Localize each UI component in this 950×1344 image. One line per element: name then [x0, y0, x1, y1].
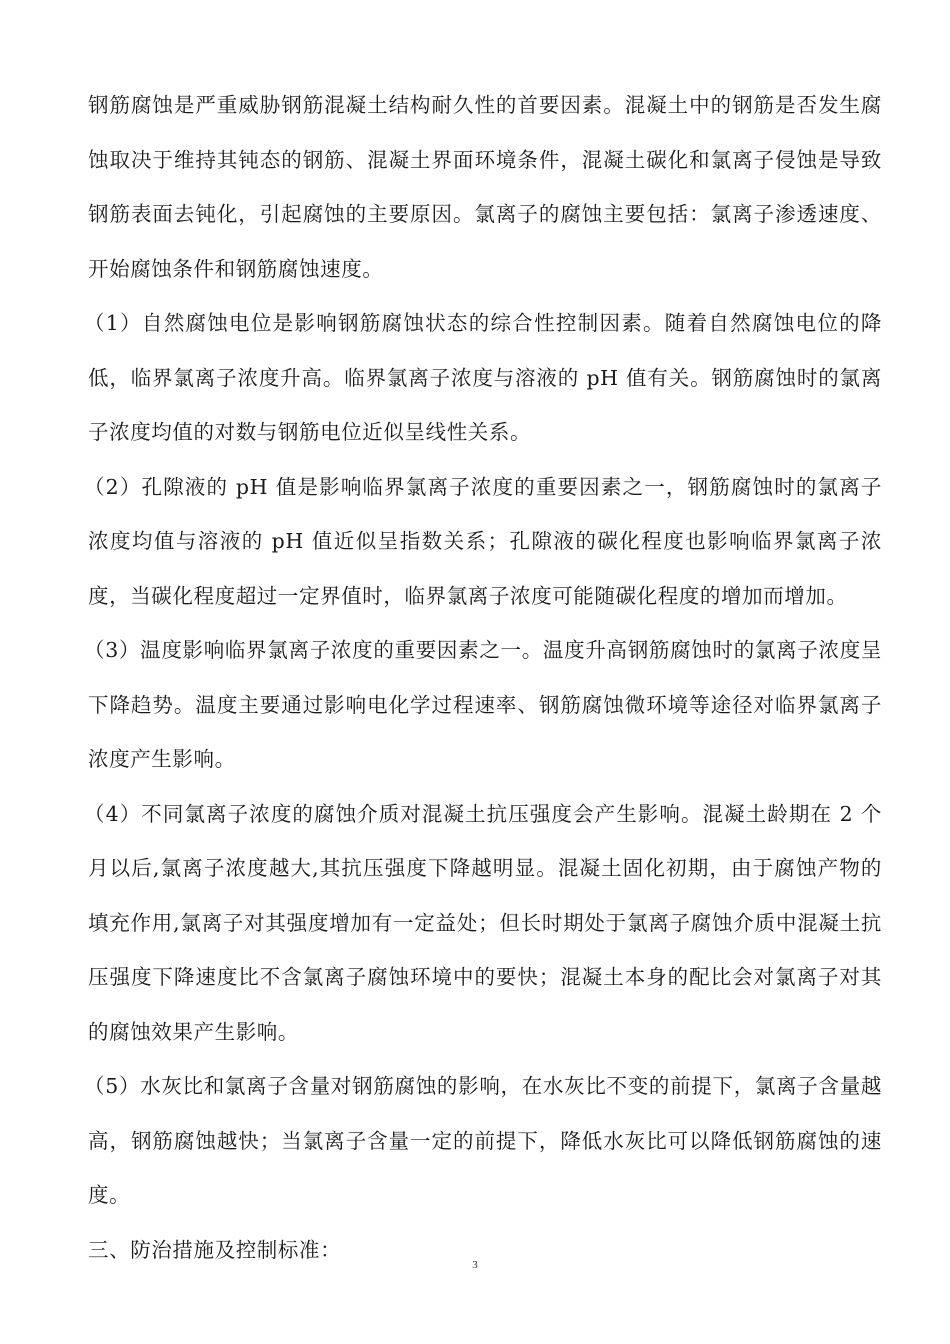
list-item-4: （4）不同氯离子浓度的腐蚀介质对混凝土抗压强度会产生影响。混凝土龄期在 2 个月以后,氯离子浓度越大,其抗压强度下降越明显。混凝土固化初期，由于腐蚀产物的填充作用,氯离子对其强度增加有一定益处；但长时期处于氯离子腐蚀介质中混凝土抗压强度下降速度比不含氯离子腐蚀环境中的要快；混凝土本身的配比会对氯离子对其的腐蚀效果产生影响。: [84, 801, 882, 1044]
page-number: 3: [472, 1259, 478, 1271]
section-heading: 三、防治措施及控制标准：: [88, 1237, 342, 1262]
list-item-2: （2）孔隙液的 pH 值是影响临界氯离子浓度的重要因素之一，钢筋腐蚀时的氯离子浓度均值与溶液的 pH 值近似呈指数关系；孔隙液的碳化程度也影响临界氯离子浓度，当碳化程度超过一定界值时，临界氯离子浓度可能随碳化程度的增加而增加。: [84, 474, 882, 608]
list-item-3: （3）温度影响临界氯离子浓度的重要因素之一。温度升高钢筋腐蚀时的氯离子浓度呈下降趋势。温度主要通过影响电化学过程速率、钢筋腐蚀微环境等途径对临界氯离子浓度产生影响。: [84, 638, 882, 771]
document-body: [84, 78, 882, 1277]
list-item-1: （1）自然腐蚀电位是影响钢筋腐蚀状态的综合性控制因素。随着自然腐蚀电位的降低，临界氯离子浓度升高。临界氯离子浓度与溶液的 pH 值有关。钢筋腐蚀时的氯离子浓度均值的对数与钢筋电位近似呈线性关系。: [84, 311, 882, 444]
list-item-5: （5）水灰比和氯离子含量对钢筋腐蚀的影响，在水灰比不变的前提下，氯离子含量越高，钢筋腐蚀越快；当氯离子含量一定的前提下，降低水灰比可以降低钢筋腐蚀的速度。: [84, 1074, 882, 1207]
intro-paragraph: 钢筋腐蚀是严重威胁钢筋混凝土结构耐久性的首要因素。混凝土中的钢筋是否发生腐蚀取决于维持其钝态的钢筋、混凝土界面环境条件，混凝土碳化和氯离子侵蚀是导致钢筋表面去钝化，引起腐蚀的主要原因。氯离子的腐蚀主要包括：氯离子渗透速度、开始腐蚀条件和钢筋腐蚀速度。: [88, 93, 882, 281]
